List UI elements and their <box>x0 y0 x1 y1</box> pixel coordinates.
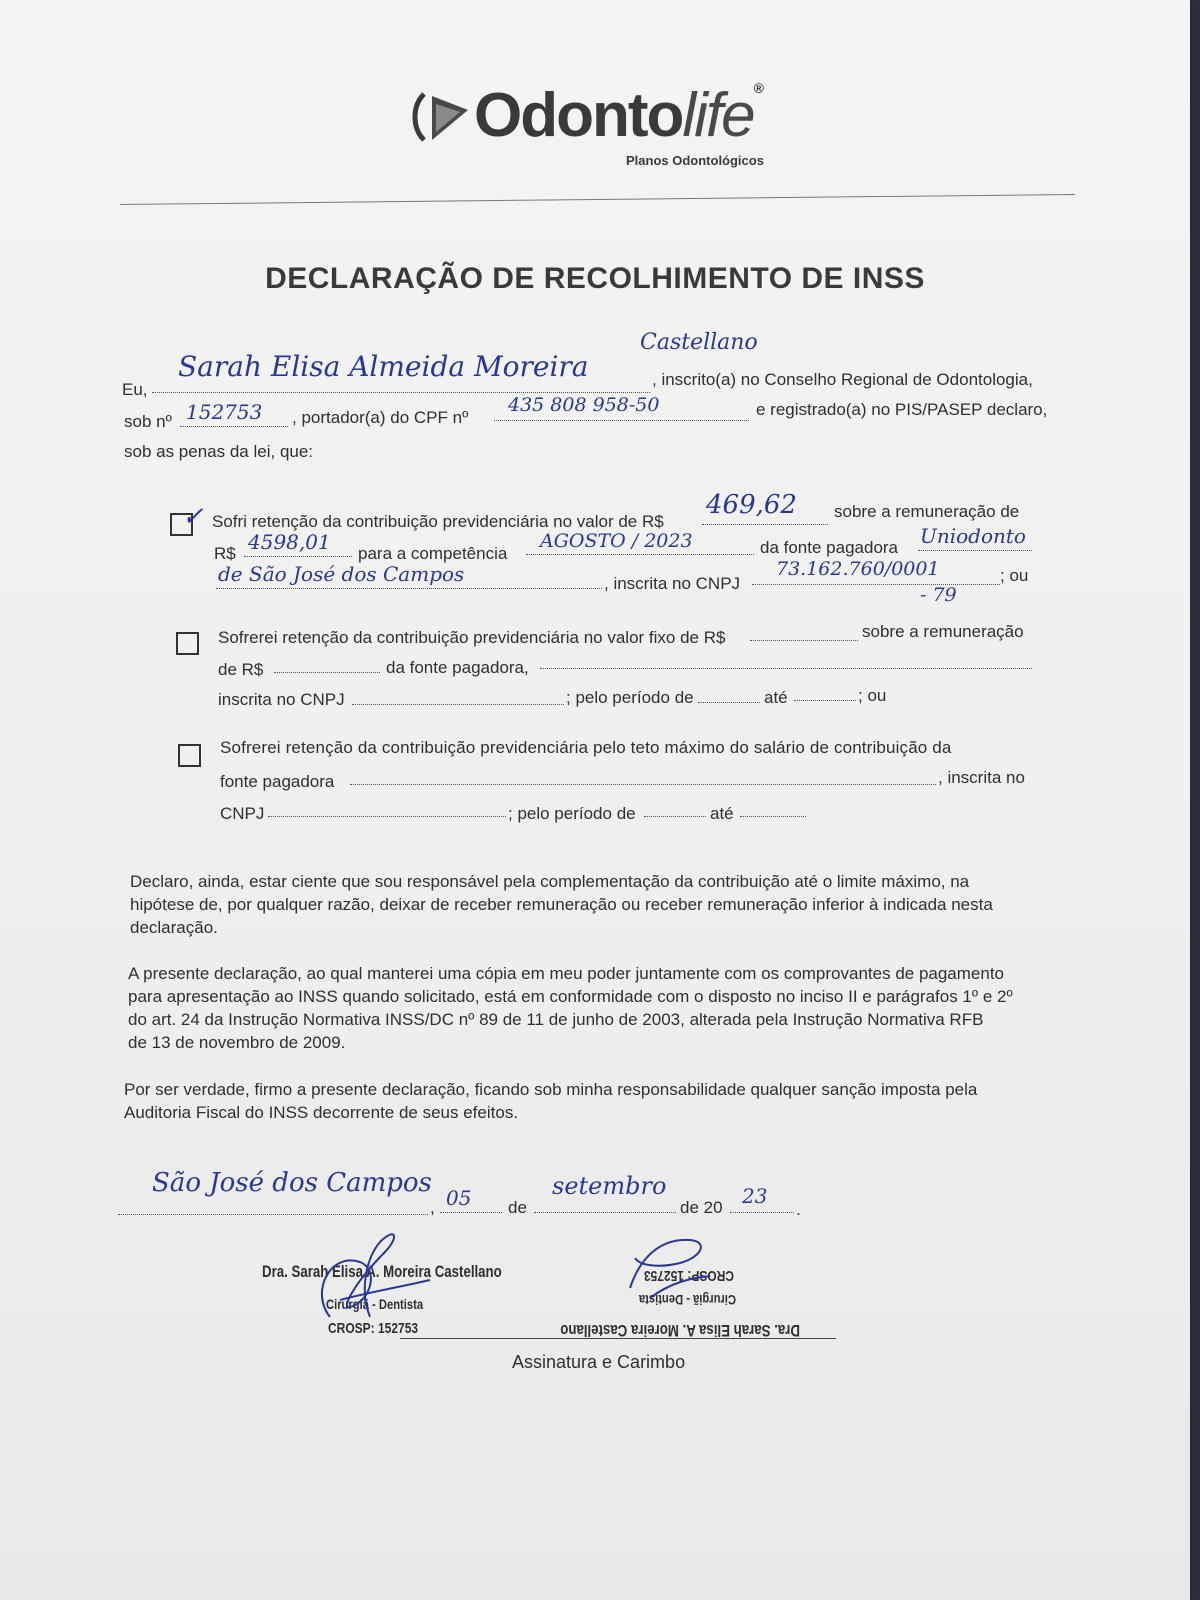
handwritten-valor: 469,62 <box>706 490 797 520</box>
handwritten-cro: 152753 <box>186 400 263 424</box>
logo-subtitle: Planos Odontológicos <box>626 153 764 168</box>
paragraph-line: de 13 de novembro de 2009. <box>128 1033 346 1052</box>
option1-text-2a: R$ <box>214 544 236 563</box>
stamp-role: Cirurgiã - Dentista <box>326 1296 424 1312</box>
signature-left-icon <box>300 1222 450 1332</box>
paragraph-line: Declaro, ainda, estar ciente que sou responsável pela complementação da contribuição até o limite máximo, na <box>130 872 970 891</box>
document-title: DECLARAÇÃO DE RECOLHIMENTO DE INSS <box>265 262 925 295</box>
handwritten-remuneracao: 4598,01 <box>248 530 331 554</box>
logo-wordmark: Odontolife® <box>474 80 762 150</box>
stamp-inverted-name: Dra. Sarah Elisa A. Moreira Castellano <box>560 1321 800 1340</box>
option2-text-3a: inscrita no CNPJ <box>218 690 345 709</box>
intro-portador: , portador(a) do CPF nº <box>292 408 469 427</box>
option2-text-2a: de R$ <box>218 660 264 679</box>
city-field-line <box>118 1214 428 1215</box>
signature-right-icon <box>620 1228 730 1318</box>
option1-fonte-line-2 <box>216 588 602 589</box>
handwritten-month: setembro <box>552 1172 667 1200</box>
intro-penas: sob as penas da lei, que: <box>124 442 314 461</box>
paragraph-conformidade <box>128 962 1088 1054</box>
option1-valor-line <box>702 524 828 525</box>
logo-mark-icon <box>410 86 472 148</box>
option2-text-1a: Sofrerei retenção da contribuição previdenciária no valor fixo de R$ <box>218 628 726 647</box>
paragraph-line: Por ser verdade, firmo a presente declaração, ficando sob minha responsabilidade qualquer sanção imposta pela <box>124 1080 978 1099</box>
stamp-inverted-cro: CROSP: 152753 <box>643 1267 734 1284</box>
paragraph-verdade <box>124 1078 1084 1124</box>
option3-checkbox[interactable] <box>178 744 201 767</box>
paragraph-line: Auditoria Fiscal do INSS decorrente de seus efeitos. <box>124 1103 519 1122</box>
option1-text-1b: sobre a remuneração de <box>834 502 1020 521</box>
option2-checkbox[interactable] <box>176 632 199 655</box>
option3-ate-line <box>740 816 806 817</box>
date-de-2: de 20 <box>680 1198 723 1217</box>
signature-line <box>400 1338 836 1339</box>
option3-text-3c: até <box>710 804 734 823</box>
paragraph-line: hipótese de, por qualquer razão, deixar de receber remuneração ou receber remuneração inferior à indicada nesta <box>130 895 993 914</box>
header-divider <box>120 194 1075 205</box>
option2-valor-line <box>750 640 858 641</box>
cro-field-line <box>180 426 288 427</box>
date-comma: , <box>430 1198 435 1217</box>
option2-text-1b: sobre a remuneração <box>862 622 1024 641</box>
option2-text-3d: ; ou <box>858 686 887 705</box>
option2-text-3b: ; pelo período de <box>566 688 694 707</box>
option2-text-3c: até <box>764 688 788 707</box>
intro-inscrito: , inscrito(a) no Conselho Regional de Odontologia, <box>652 370 1033 389</box>
paragraph-line: A presente declaração, ao qual manterei uma cópia em meu poder juntamente com os comprovantes de pagamento <box>128 964 1005 983</box>
option2-cnpj-line <box>352 704 564 705</box>
option3-text-2b: , inscrita no <box>938 768 1025 787</box>
option3-periodo-line <box>644 816 706 817</box>
handwritten-cnpj-suffix: - 79 <box>920 584 957 606</box>
checkmark-icon: ✓ <box>182 502 204 532</box>
date-de-1: de <box>508 1198 527 1217</box>
date-period: . <box>796 1200 801 1219</box>
handwritten-city: São José dos Campos <box>152 1168 432 1198</box>
intro-registrado: e registrado(a) no PIS/PASEP declaro, <box>756 400 1048 419</box>
handwritten-competencia: AGOSTO / 2023 <box>540 530 693 552</box>
option1-fonte-line <box>918 550 1032 551</box>
intro-eu: Eu, <box>122 380 148 399</box>
option2-text-2b: da fonte pagadora, <box>386 658 529 677</box>
option1-remuneracao-line <box>244 556 352 557</box>
handwritten-name: Sarah Elisa Almeida Moreira <box>178 350 589 383</box>
option2-periodo-line <box>698 702 760 703</box>
month-field-line <box>534 1212 676 1213</box>
option3-text-1: Sofrerei retenção da contribuição previdenciária pelo teto máximo do salário de contribuição da <box>220 738 952 757</box>
handwritten-day: 05 <box>446 1186 472 1210</box>
handwritten-cnpj: 73.162.760/0001 <box>776 558 940 580</box>
option1-text-2b: para a competência <box>358 544 508 563</box>
year-field-line <box>730 1212 794 1213</box>
option3-text-3b: ; pelo período de <box>508 804 636 823</box>
option1-competencia-line <box>526 554 754 555</box>
handwritten-fonte-2: de São José dos Campos <box>218 562 465 586</box>
option3-fonte-line <box>350 784 936 785</box>
handwritten-year: 23 <box>742 1184 768 1208</box>
option2-ate-line <box>794 700 856 701</box>
option3-cnpj-line <box>268 816 506 817</box>
option3-text-3a: CNPJ <box>220 804 265 823</box>
option1-cnpj-line <box>752 584 1000 585</box>
handwritten-fonte-1: Uniodonto <box>920 524 1026 548</box>
option1-text-2c: da fonte pagadora <box>760 538 899 557</box>
name-field-line <box>152 392 650 393</box>
option2-remuneracao-line <box>274 672 380 673</box>
paragraph-line: para apresentação ao INSS quando solicitado, está em conformidade com o disposto no inciso II e parágrafos 1º e 2º <box>128 987 1013 1006</box>
day-field-line <box>440 1212 502 1213</box>
handwritten-name-extra: Castellano <box>640 330 758 355</box>
paragraph-line: do art. 24 da Instrução Normativa INSS/DC nº 89 de 11 de junho de 2003, alterada pela Instrução Normativa RFB <box>128 1010 984 1029</box>
stamp-inverted-role: Cirurgiã - Dentista <box>638 1292 736 1308</box>
stamp-name: Dra. Sarah Elisa A. Moreira Castellano <box>262 1262 502 1281</box>
paragraph-ciente <box>130 870 1090 939</box>
stamp-cro: CROSP: 152753 <box>328 1320 419 1337</box>
option1-text-1a: Sofri retenção da contribuição previdenciária no valor de R$ <box>212 512 664 531</box>
option1-text-3a: , inscrita no CNPJ <box>604 574 741 593</box>
intro-sob-n: sob nº <box>124 412 172 431</box>
option1-text-3b: ; ou <box>1000 566 1029 585</box>
option2-fonte-line <box>540 668 1032 669</box>
option3-text-2a: fonte pagadora <box>220 772 335 791</box>
paragraph-line: declaração. <box>130 918 218 937</box>
signature-label: Assinatura e Carimbo <box>512 1352 686 1372</box>
cpf-field-line <box>494 420 749 421</box>
handwritten-cpf: 435 808 958-50 <box>508 394 660 416</box>
